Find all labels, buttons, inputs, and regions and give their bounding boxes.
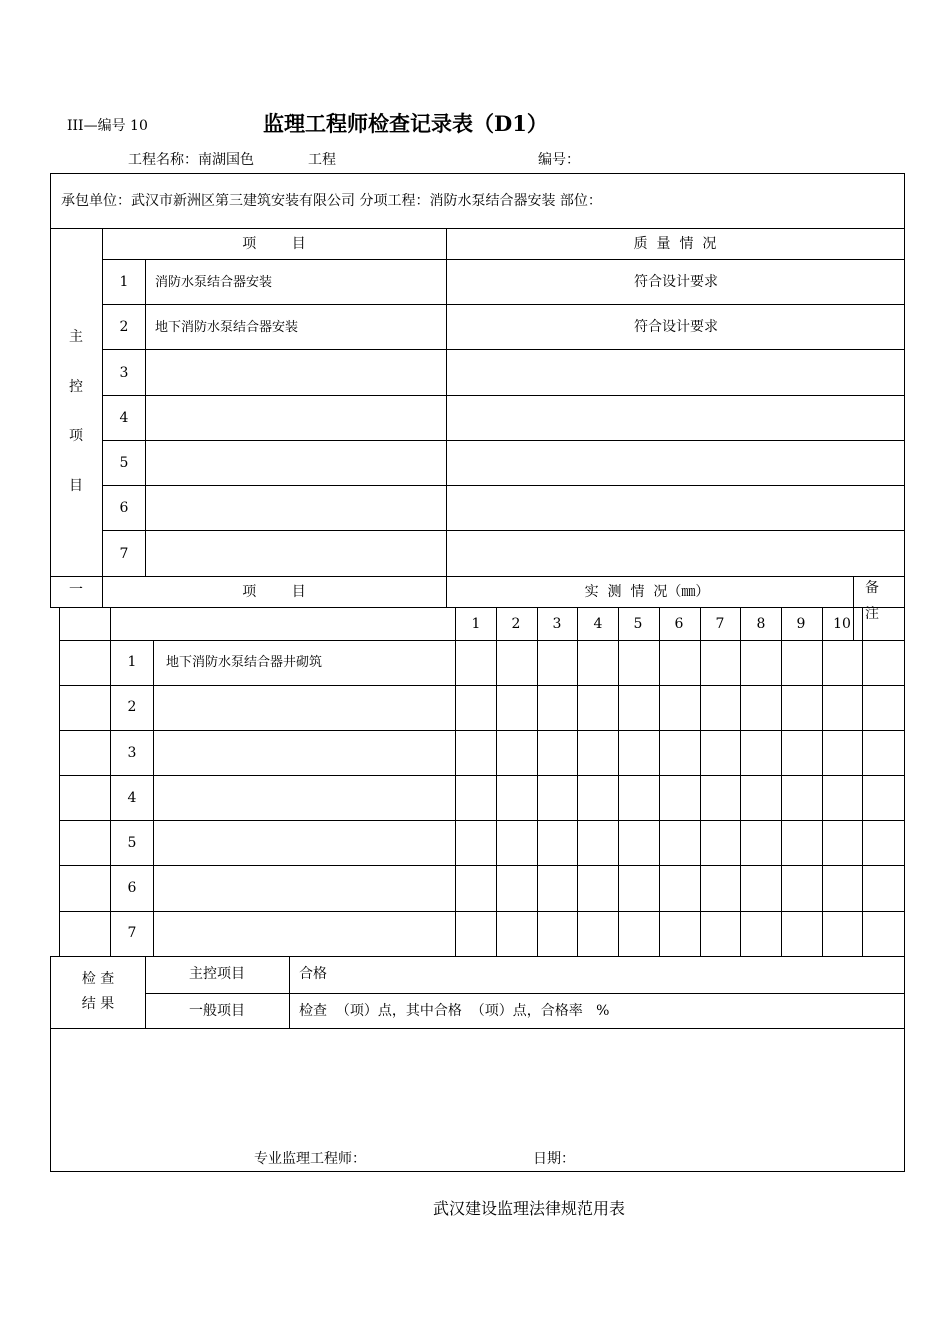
main-control-label-2: 控 [69, 379, 83, 395]
date-label: 日期： [533, 1151, 575, 1167]
result-general-value: 检查 （项）点，其中合格 （项）点，合格率 % [299, 1003, 610, 1019]
form-code: III—编号 10 [67, 118, 148, 134]
general-row-1-item: 地下消防水泵结合器井砌筑 [166, 655, 323, 670]
measure-col-2: 2 [511, 616, 521, 632]
result-general-label: 一般项目 [189, 1003, 245, 1019]
main-row-4-no: 4 [119, 410, 129, 426]
result-label-1: 检 查 [81, 971, 115, 987]
general-item-header: 项 目 [242, 584, 306, 600]
measure-col-3: 3 [552, 616, 562, 632]
main-row-2-no: 2 [119, 319, 129, 335]
general-row-3-no: 3 [127, 745, 137, 761]
page-title: 监理工程师检查记录表（D1） [263, 111, 548, 136]
main-control-label-3: 项 [69, 428, 83, 444]
measure-col-7: 7 [715, 616, 725, 632]
main-row-3-no: 3 [119, 365, 129, 381]
main-row-6-no: 6 [119, 500, 129, 516]
main-row-1-no: 1 [119, 274, 129, 290]
remark-header-2: 注 [865, 606, 879, 622]
result-main-value: 合格 [299, 966, 327, 982]
remark-header-1: 备 [865, 580, 879, 596]
main-row-7-no: 7 [119, 546, 129, 562]
general-row-4-no: 4 [127, 790, 137, 806]
project-name-label: 工程名称：南湖国色 [128, 152, 254, 168]
main-row-1-item: 消防水泵结合器安装 [155, 275, 273, 290]
footer-note: 武汉建设监理法律规范用表 [433, 1199, 626, 1218]
result-label-2: 结 果 [81, 996, 115, 1012]
main-row-1-quality: 符合设计要求 [634, 274, 718, 290]
measure-col-4: 4 [593, 616, 603, 632]
number-label: 编号： [538, 152, 580, 168]
measure-col-8: 8 [756, 616, 766, 632]
project-name-suffix: 工程 [308, 152, 336, 168]
general-row-1-no: 1 [127, 654, 137, 670]
engineer-signature-label: 专业监理工程师： [254, 1151, 366, 1167]
general-row-5-no: 5 [127, 835, 137, 851]
main-item-header: 项 目 [242, 236, 306, 252]
measure-col-9: 9 [796, 616, 806, 632]
main-control-label-1: 主 [69, 329, 83, 345]
main-quality-header: 质 量 情 况 [633, 236, 717, 252]
result-main-label: 主控项目 [189, 966, 245, 982]
main-row-2-item: 地下消防水泵结合器安装 [155, 320, 299, 335]
measure-col-10: 10 [833, 616, 851, 632]
general-row-7-no: 7 [127, 925, 137, 941]
measure-col-1: 1 [471, 616, 481, 632]
measure-col-5: 5 [633, 616, 643, 632]
main-row-5-no: 5 [119, 455, 129, 471]
general-side-label: 一 [69, 582, 83, 598]
measure-col-6: 6 [674, 616, 684, 632]
general-row-6-no: 6 [127, 880, 137, 896]
contractor-info: 承包单位：武汉市新洲区第三建筑安装有限公司 分项工程：消防水泵结合器安装 部位： [61, 193, 602, 209]
general-row-2-no: 2 [127, 699, 137, 715]
main-control-label-4: 目 [69, 478, 83, 494]
main-row-2-quality: 符合设计要求 [634, 319, 718, 335]
general-measure-header: 实 测 情 况（㎜） [584, 584, 710, 600]
